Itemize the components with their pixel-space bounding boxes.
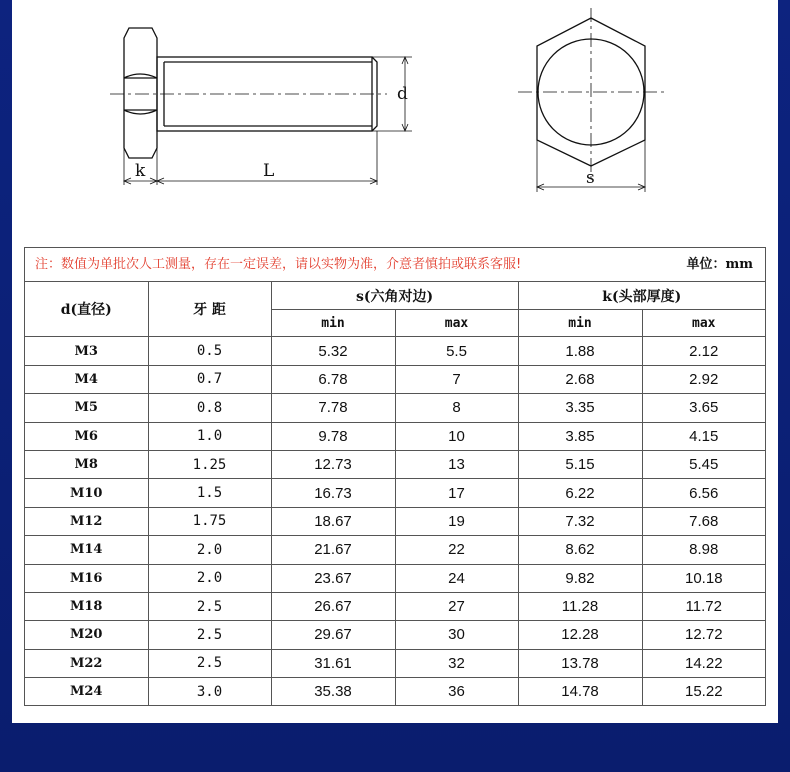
cell-k-max: 5.45 <box>642 450 765 478</box>
cell-s-max: 13 <box>395 450 518 478</box>
cell-pitch: 2.5 <box>148 649 271 677</box>
cell-k-max: 8.98 <box>642 536 765 564</box>
cell-k-max: 2.92 <box>642 365 765 393</box>
cell-k-min: 1.88 <box>518 337 642 365</box>
cell-s-min: 9.78 <box>271 422 395 450</box>
label-L: L <box>263 161 275 181</box>
cell-size: M12 <box>25 507 148 535</box>
cell-k-min: 3.85 <box>518 422 642 450</box>
cell-s-min: 21.67 <box>271 536 395 564</box>
spec-table <box>24 247 766 706</box>
header-k: k(头部厚度) <box>518 282 765 310</box>
cell-s-max: 10 <box>395 422 518 450</box>
cell-pitch: 3.0 <box>148 678 271 706</box>
cell-k-min: 9.82 <box>518 564 642 592</box>
cell-k-min: 3.35 <box>518 394 642 422</box>
cell-pitch: 1.5 <box>148 479 271 507</box>
cell-s-max: 36 <box>395 678 518 706</box>
cell-s-min: 12.73 <box>271 450 395 478</box>
cell-k-max: 11.72 <box>642 592 765 620</box>
header-s-max: max <box>395 310 518 337</box>
cell-s-max: 8 <box>395 394 518 422</box>
cell-k-min: 12.28 <box>518 621 642 649</box>
cell-s-max: 27 <box>395 592 518 620</box>
cell-k-min: 11.28 <box>518 592 642 620</box>
cell-s-max: 19 <box>395 507 518 535</box>
cell-size: M22 <box>25 649 148 677</box>
cell-k-max: 12.72 <box>642 621 765 649</box>
table-row <box>25 394 765 422</box>
bolt-head-side <box>124 28 157 158</box>
cell-size: M3 <box>25 337 148 365</box>
cell-k-min: 6.22 <box>518 479 642 507</box>
table-row <box>25 450 765 478</box>
cell-pitch: 2.0 <box>148 564 271 592</box>
cell-size: M5 <box>25 394 148 422</box>
cell-s-max: 30 <box>395 621 518 649</box>
cell-size: M8 <box>25 450 148 478</box>
cell-s-min: 6.78 <box>271 365 395 393</box>
spec-grid <box>25 282 765 705</box>
cell-s-min: 35.38 <box>271 678 395 706</box>
cell-size: M10 <box>25 479 148 507</box>
cell-k-max: 3.65 <box>642 394 765 422</box>
cell-pitch: 2.5 <box>148 592 271 620</box>
cell-s-min: 7.78 <box>271 394 395 422</box>
cell-pitch: 0.7 <box>148 365 271 393</box>
cell-k-max: 7.68 <box>642 507 765 535</box>
table-row <box>25 649 765 677</box>
cell-k-min: 14.78 <box>518 678 642 706</box>
notice-bar <box>25 248 765 282</box>
cell-k-min: 7.32 <box>518 507 642 535</box>
cell-s-max: 5.5 <box>395 337 518 365</box>
cell-k-max: 6.56 <box>642 479 765 507</box>
cell-k-min: 13.78 <box>518 649 642 677</box>
cell-size: M4 <box>25 365 148 393</box>
notice-text: 注：数值为单批次人工测量，存在一定误差，请以实物为准，介意者慎拍或联系客服! <box>35 257 522 272</box>
cell-s-max: 22 <box>395 536 518 564</box>
cell-k-min: 2.68 <box>518 365 642 393</box>
cell-s-min: 26.67 <box>271 592 395 620</box>
table-row <box>25 479 765 507</box>
label-s: s <box>586 168 595 188</box>
header-k-min: min <box>518 310 642 337</box>
cell-pitch: 0.5 <box>148 337 271 365</box>
table-row <box>25 365 765 393</box>
label-k: k <box>135 161 146 181</box>
cell-k-max: 10.18 <box>642 564 765 592</box>
cell-k-max: 15.22 <box>642 678 765 706</box>
table-row <box>25 621 765 649</box>
cell-size: M14 <box>25 536 148 564</box>
cell-s-max: 17 <box>395 479 518 507</box>
cell-s-min: 31.61 <box>271 649 395 677</box>
cell-k-max: 4.15 <box>642 422 765 450</box>
header-diameter: d(直径) <box>25 282 148 337</box>
header-s: s(六角对边) <box>271 282 518 310</box>
cell-pitch: 2.5 <box>148 621 271 649</box>
cell-s-max: 24 <box>395 564 518 592</box>
cell-size: M16 <box>25 564 148 592</box>
cell-s-min: 23.67 <box>271 564 395 592</box>
cell-s-min: 18.67 <box>271 507 395 535</box>
bolt-diagram <box>12 0 778 240</box>
cell-k-max: 14.22 <box>642 649 765 677</box>
table-row <box>25 337 765 365</box>
table-row <box>25 507 765 535</box>
label-d: d <box>397 84 408 104</box>
cell-s-max: 7 <box>395 365 518 393</box>
cell-size: M18 <box>25 592 148 620</box>
table-row <box>25 536 765 564</box>
cell-s-min: 29.67 <box>271 621 395 649</box>
cell-s-max: 32 <box>395 649 518 677</box>
header-k-max: max <box>642 310 765 337</box>
table-row <box>25 422 765 450</box>
cell-k-min: 5.15 <box>518 450 642 478</box>
cell-pitch: 2.0 <box>148 536 271 564</box>
unit-label: 单位：mm <box>686 257 753 272</box>
table-row <box>25 564 765 592</box>
cell-size: M6 <box>25 422 148 450</box>
cell-size: M20 <box>25 621 148 649</box>
cell-pitch: 1.75 <box>148 507 271 535</box>
cell-pitch: 0.8 <box>148 394 271 422</box>
header-s-min: min <box>271 310 395 337</box>
cell-k-min: 8.62 <box>518 536 642 564</box>
table-row <box>25 678 765 706</box>
cell-s-min: 16.73 <box>271 479 395 507</box>
cell-size: M24 <box>25 678 148 706</box>
cell-pitch: 1.0 <box>148 422 271 450</box>
cell-k-max: 2.12 <box>642 337 765 365</box>
header-pitch: 牙 距 <box>148 282 271 337</box>
cell-pitch: 1.25 <box>148 450 271 478</box>
cell-s-min: 5.32 <box>271 337 395 365</box>
table-row <box>25 592 765 620</box>
